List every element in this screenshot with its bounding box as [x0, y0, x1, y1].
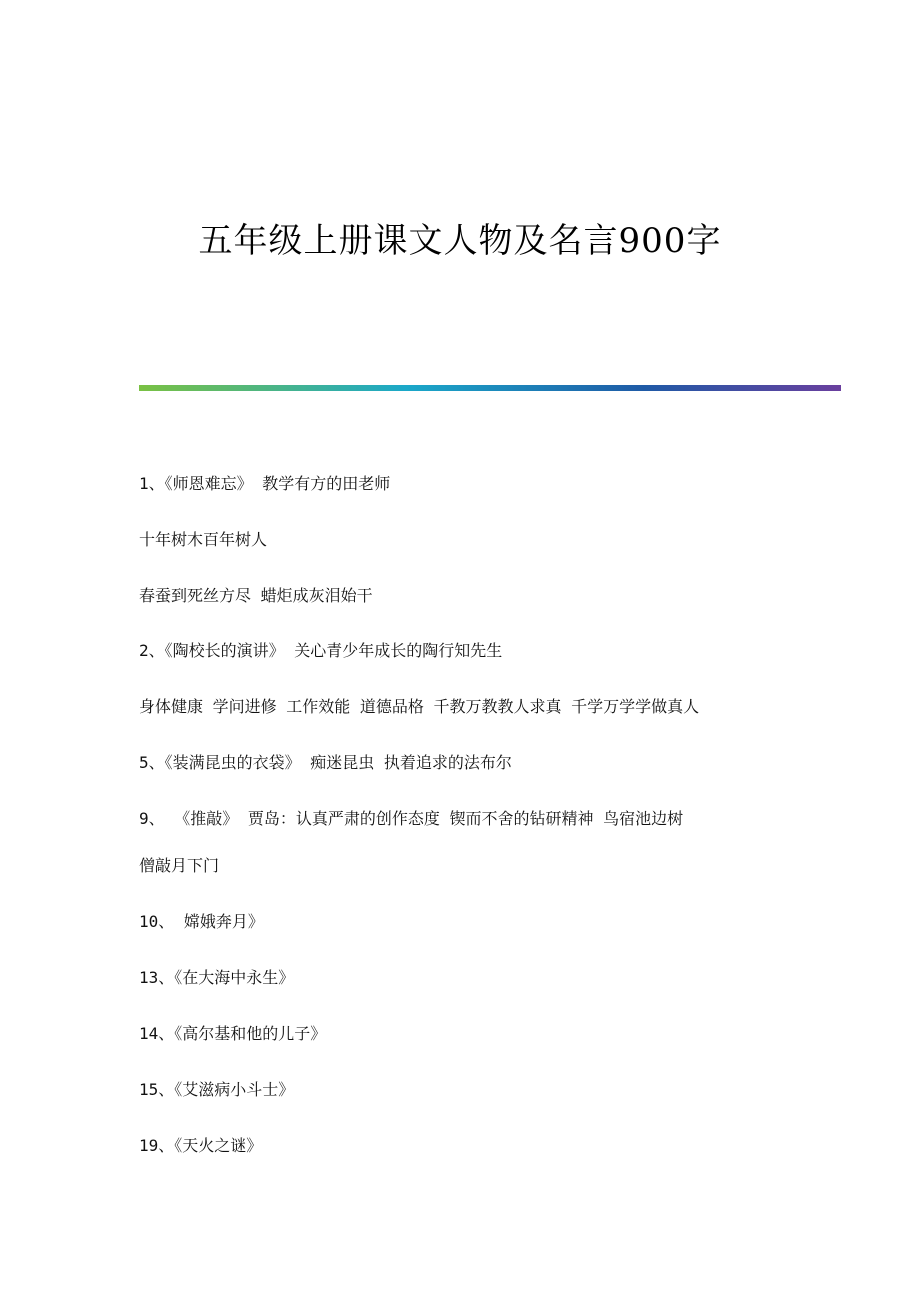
text-line-10: 13、《在大海中永生》: [139, 968, 295, 987]
text-line-12: 15、《艾滋病小斗士》: [139, 1080, 295, 1099]
text-line-4: 2、《陶校长的演讲》 关心青少年成长的陶行知先生: [139, 641, 503, 660]
text-line-5: 身体健康 学问进修 工作效能 道德品格 千教万教教人求真 千学万学学做真人: [139, 697, 700, 716]
text-line-7: 9、 《推敲》 贾岛：认真严肃的创作态度 锲而不舍的钻研精神 鸟宿池边树: [139, 809, 684, 828]
text-line-13: 19、《天火之谜》: [139, 1136, 263, 1155]
text-line-3: 春蚕到死丝方尽 蜡炬成灰泪始干: [139, 586, 373, 605]
title-divider: [139, 385, 841, 391]
text-line-8: 僧敲月下门: [139, 856, 220, 875]
page-title: 五年级上册课文人物及名言900字: [198, 221, 722, 261]
text-line-1: 1、《师恩难忘》 教学有方的田老师: [139, 474, 391, 493]
text-line-9: 10、 嫦娥奔月》: [139, 912, 264, 931]
text-line-2: 十年树木百年树人: [139, 530, 268, 549]
text-line-6: 5、《装满昆虫的衣袋》 痴迷昆虫 执着追求的法布尔: [139, 753, 512, 772]
text-line-11: 14、《高尔基和他的儿子》: [139, 1024, 327, 1043]
